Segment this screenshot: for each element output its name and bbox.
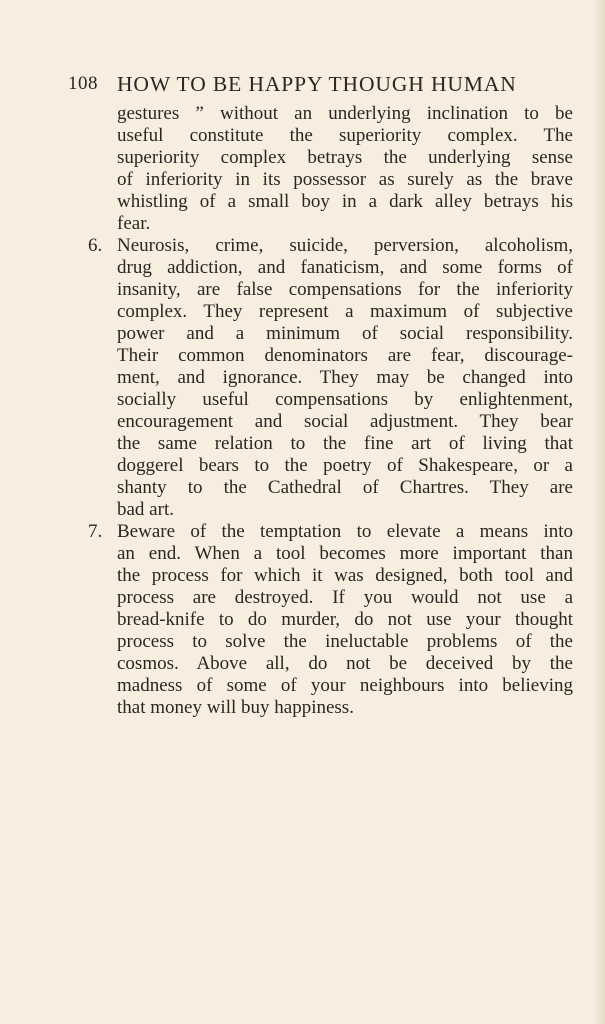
text-line: shanty to the Cathedral of Chartres. They are (117, 477, 573, 498)
page-number: 108 (68, 73, 98, 94)
text-line: the same relation to the fine art of living that (117, 433, 573, 454)
text-line: process to solve the ineluctable problems of the (117, 631, 573, 652)
text-line: of inferiority in its possessor as surely as the brave (117, 169, 573, 190)
text-line: superiority complex betrays the underlying sense (117, 147, 573, 168)
page-edge (595, 0, 605, 1024)
text-line: bad art. (117, 499, 174, 520)
text-line: whistling of a small boy in a dark alley betrays his (117, 191, 573, 212)
text-line: an end. When a tool becomes more important than (117, 543, 573, 564)
text-line: Beware of the temptation to elevate a means into (117, 521, 573, 542)
text-line: socially useful compensations by enlightenment, (117, 389, 573, 410)
item-number: 7. (88, 521, 103, 542)
text-line: encouragement and social adjustment. They bear (117, 411, 573, 432)
text-line: madness of some of your neighbours into believing (117, 675, 573, 696)
text-line: cosmos. Above all, do not be deceived by the (117, 653, 573, 674)
text-line: drug addiction, and fanaticism, and some forms of (117, 257, 573, 278)
text-line: fear. (117, 213, 151, 234)
item-number: 6. (88, 235, 103, 256)
text-line: bread-knife to do murder, do not use your thought (117, 609, 573, 630)
text-line: process are destroyed. If you would not use a (117, 587, 573, 608)
text-line: that money will buy happiness. (117, 697, 354, 718)
text-line: useful constitute the superiority complex. The (117, 125, 573, 146)
text-line: power and a minimum of social responsibility. (117, 323, 573, 344)
running-head (68, 70, 574, 100)
text-line: the process for which it was designed, both tool and (117, 565, 573, 586)
text-line: doggerel bears to the poetry of Shakespeare, or a (117, 455, 573, 476)
text-line: insanity, are false compensations for the inferiority (117, 279, 573, 300)
text-line: Neurosis, crime, suicide, perversion, alcoholism, (117, 235, 573, 256)
running-title: HOW TO BE HAPPY THOUGH HUMAN (117, 72, 517, 96)
text-line: ment, and ignorance. They may be changed into (117, 367, 573, 388)
text-line: Their common denominators are fear, discourage- (117, 345, 573, 366)
text-line: gestures ” without an underlying inclination to be (117, 103, 573, 124)
text-line: complex. They represent a maximum of subjective (117, 301, 573, 322)
